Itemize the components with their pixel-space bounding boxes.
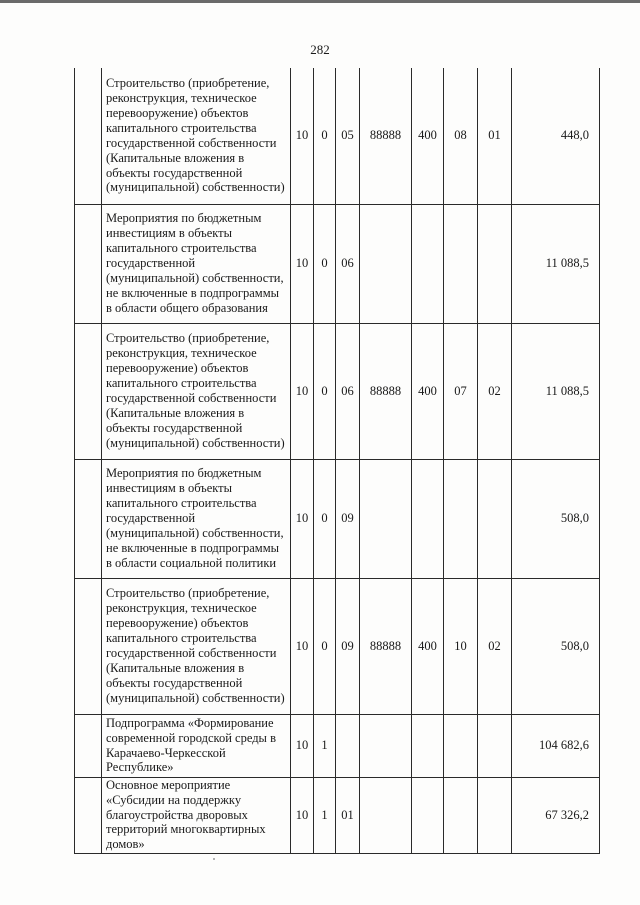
amount-cell: 508,0: [512, 459, 600, 578]
table-row: [75, 714, 600, 777]
code-cell-c3: 09: [336, 578, 360, 714]
code-cell-c3: 06: [336, 323, 360, 459]
table-row: [75, 459, 600, 578]
code-cell-c4: [360, 777, 412, 853]
code-cell-c7: 02: [478, 578, 512, 714]
code-cell-c6: [444, 204, 478, 323]
code-cell-c4: [360, 714, 412, 777]
table-row: [75, 323, 600, 459]
code-cell-c5: [412, 459, 444, 578]
code-cell-c3: 05: [336, 68, 360, 204]
code-cell-c3: 01: [336, 777, 360, 853]
code-cell-c3: [336, 714, 360, 777]
code-cell-c1: 10: [291, 714, 314, 777]
code-cell-c2: 0: [314, 204, 336, 323]
row-number-cell: [75, 68, 102, 204]
table-row: [75, 578, 600, 714]
code-cell-c1: 10: [291, 323, 314, 459]
code-cell-c5: [412, 777, 444, 853]
code-cell-c5: 400: [412, 578, 444, 714]
code-cell-c6: [444, 714, 478, 777]
code-cell-c3: 09: [336, 459, 360, 578]
table-row: [75, 204, 600, 323]
code-cell-c1: 10: [291, 578, 314, 714]
row-number-cell: [75, 578, 102, 714]
code-cell-c6: 10: [444, 578, 478, 714]
code-cell-c6: 07: [444, 323, 478, 459]
code-cell-c4: [360, 459, 412, 578]
code-cell-c3: 06: [336, 204, 360, 323]
code-cell-c7: 01: [478, 68, 512, 204]
amount-cell: 11 088,5: [512, 323, 600, 459]
code-cell-c2: 0: [314, 68, 336, 204]
code-cell-c1: 10: [291, 68, 314, 204]
code-cell-c2: 0: [314, 459, 336, 578]
code-cell-c2: 1: [314, 777, 336, 853]
description-cell: Мероприятия по бюджетным инвестициям в объекты капитального строительства государственной (муниципальной) собственности, не включенные в подпрограммы в области социальной политики: [102, 459, 291, 578]
code-cell-c6: [444, 777, 478, 853]
code-cell-c1: 10: [291, 204, 314, 323]
row-number-cell: [75, 714, 102, 777]
amount-cell: 11 088,5: [512, 204, 600, 323]
code-cell-c4: [360, 204, 412, 323]
scan-speck: [213, 858, 215, 860]
amount-cell: 67 326,2: [512, 777, 600, 853]
amount-cell: 104 682,6: [512, 714, 600, 777]
row-number-cell: [75, 459, 102, 578]
code-cell-c1: 10: [291, 459, 314, 578]
description-cell: Строительство (приобретение, реконструкция, техническое перевооружение) объектов капитального строительства государственной собственности (Капитальные вложения в объекты государственной (муниципальной) собственности): [102, 68, 291, 204]
code-cell-c4: 88888: [360, 578, 412, 714]
row-number-cell: [75, 323, 102, 459]
amount-cell: 508,0: [512, 578, 600, 714]
description-cell: Строительство (приобретение, реконструкция, техническое перевооружение) объектов капитального строительства государственной собственности (Капитальные вложения в объекты государственной (муниципальной) собственности): [102, 323, 291, 459]
code-cell-c2: 0: [314, 323, 336, 459]
table-body: [75, 68, 600, 853]
amount-cell: 448,0: [512, 68, 600, 204]
code-cell-c7: [478, 204, 512, 323]
table-row: [75, 777, 600, 853]
code-cell-c6: [444, 459, 478, 578]
description-cell: Основное мероприятие «Субсидии на поддержку благоустройства дворовых территорий многоквартирных домов»: [102, 777, 291, 853]
code-cell-c2: 0: [314, 578, 336, 714]
code-cell-c6: 08: [444, 68, 478, 204]
code-cell-c4: 88888: [360, 323, 412, 459]
code-cell-c5: [412, 714, 444, 777]
code-cell-c5: 400: [412, 323, 444, 459]
row-number-cell: [75, 204, 102, 323]
code-cell-c5: [412, 204, 444, 323]
code-cell-c7: [478, 459, 512, 578]
scan-edge: [0, 0, 640, 3]
code-cell-c7: [478, 777, 512, 853]
page-number: 282: [310, 42, 330, 57]
budget-table: [74, 68, 600, 854]
row-number-cell: [75, 777, 102, 853]
description-cell: Строительство (приобретение, реконструкция, техническое перевооружение) объектов капитального строительства государственной собственности (Капитальные вложения в объекты государственной (муниципальной) собственности): [102, 578, 291, 714]
description-cell: Подпрограмма «Формирование современной городской среды в Карачаево-Черкесской Республике»: [102, 714, 291, 777]
code-cell-c5: 400: [412, 68, 444, 204]
description-cell: Мероприятия по бюджетным инвестициям в объекты капитального строительства государственной (муниципальной) собственности, не включенные в подпрограммы в области общего образования: [102, 204, 291, 323]
code-cell-c7: [478, 714, 512, 777]
code-cell-c1: 10: [291, 777, 314, 853]
table-row: [75, 68, 600, 204]
code-cell-c7: 02: [478, 323, 512, 459]
code-cell-c2: 1: [314, 714, 336, 777]
code-cell-c4: 88888: [360, 68, 412, 204]
